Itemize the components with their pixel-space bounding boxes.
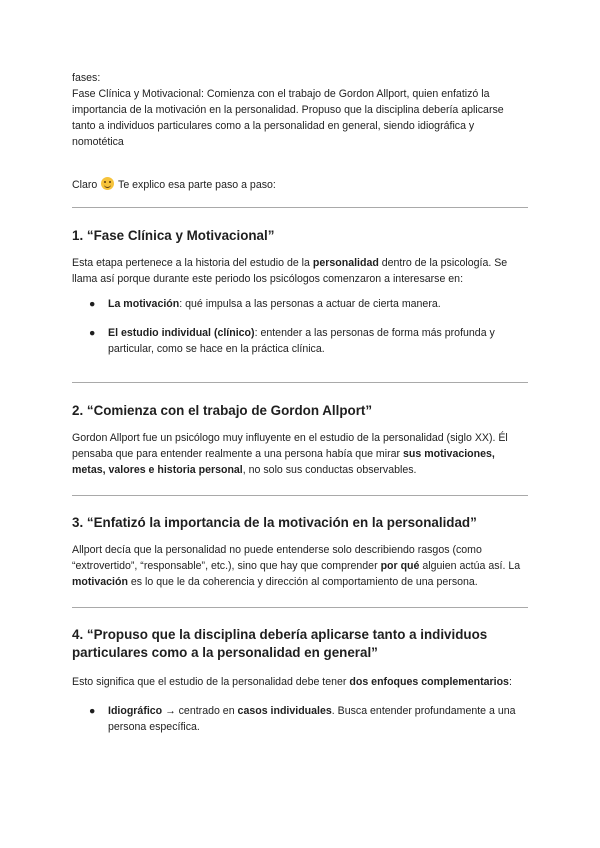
smiling-face-icon <box>101 177 114 190</box>
reply-text-start: Claro <box>72 179 101 191</box>
section-2-paragraph <box>72 430 528 478</box>
section-2-title: 2. “Comienza con el trabajo de Gordon Allport” <box>72 403 373 418</box>
list-item <box>72 703 528 735</box>
bold-run: personalidad <box>312 257 379 269</box>
divider <box>72 207 528 208</box>
text-run: : entender a las personas de forma más profunda y particular, como se hace en la práctica clínica. <box>108 327 495 355</box>
list-item <box>72 325 528 357</box>
bold-run: motivación <box>72 576 128 588</box>
bold-run: El estudio individual (clínico) <box>108 327 255 339</box>
bold-run: La motivación <box>108 298 180 310</box>
section-3-paragraph <box>72 542 528 590</box>
section-3-title: 3. “Enfatizó la importancia de la motivación en la personalidad” <box>72 515 477 530</box>
section-1-paragraph <box>72 255 528 287</box>
bullet-icon: ● <box>89 705 96 717</box>
text-run: dentro de la psicología. Se llama así porque durante este periodo los psicólogos comenzaron a interesarse en: <box>72 257 508 285</box>
intro-label: fases: <box>72 72 101 84</box>
bullet-icon: ● <box>89 327 96 339</box>
bold-run: por qué <box>380 560 420 572</box>
text-run: Esto significa que el estudio de la personalidad debe tener <box>72 676 350 688</box>
text-run: : <box>508 676 512 688</box>
reply-text-end: Te explico esa parte paso a paso: <box>115 179 276 191</box>
section-1-list <box>72 296 528 357</box>
list-item <box>72 296 528 312</box>
intro-quote: Fase Clínica y Motivacional: Comienza con el trabajo de Gordon Allport, quien enfatizó la importancia de la motivación en la personalidad. Propuso que la disciplina debería aplicarse tanto a individuos particulares como a la personalidad en general, siendo idiográfica y nomotética <box>72 88 504 148</box>
section-4-paragraph <box>72 674 528 690</box>
reply-line <box>72 177 528 193</box>
bold-run: Idiográfico <box>108 705 163 717</box>
bold-run: sus motivaciones, metas, valores e historia personal <box>72 448 495 476</box>
bold-run: casos individuales <box>237 705 332 717</box>
text-run: → centrado en <box>162 705 238 717</box>
text-run: Allport decía que la personalidad no puede entenderse solo describiendo rasgos (como “extrovertido”, “responsable”, etc.), sino que hay que comprender <box>72 544 482 572</box>
text-run: Esta etapa pertenece a la historia del estudio de la <box>72 257 313 269</box>
bold-run: dos enfoques complementarios <box>349 676 509 688</box>
text-run: es lo que le da coherencia y dirección al comportamiento de una persona. <box>127 576 478 588</box>
divider <box>72 607 528 608</box>
text-run: : qué impulsa a las personas a actuar de cierta manera. <box>179 298 441 310</box>
divider <box>72 495 528 496</box>
section-4-title: 4. “Propuso que la disciplina debería aplicarse tanto a individuos particulares como a la personalidad en general” <box>72 627 488 660</box>
section-1-title: 1. “Fase Clínica y Motivacional” <box>72 228 275 243</box>
divider <box>72 382 528 383</box>
bullet-icon: ● <box>89 298 96 310</box>
text-run: . Busca entender profundamente a una persona específica. <box>108 705 516 733</box>
document-page <box>72 70 528 735</box>
text-run: , no solo sus conductas observables. <box>242 464 417 476</box>
section-4-list <box>72 703 528 735</box>
text-run: Gordon Allport fue un psicólogo muy influyente en el estudio de la personalidad (siglo XX). Él pensaba que para entender realmente a una persona había que mirar <box>72 432 508 460</box>
text-run: alguien actúa así. La <box>419 560 521 572</box>
